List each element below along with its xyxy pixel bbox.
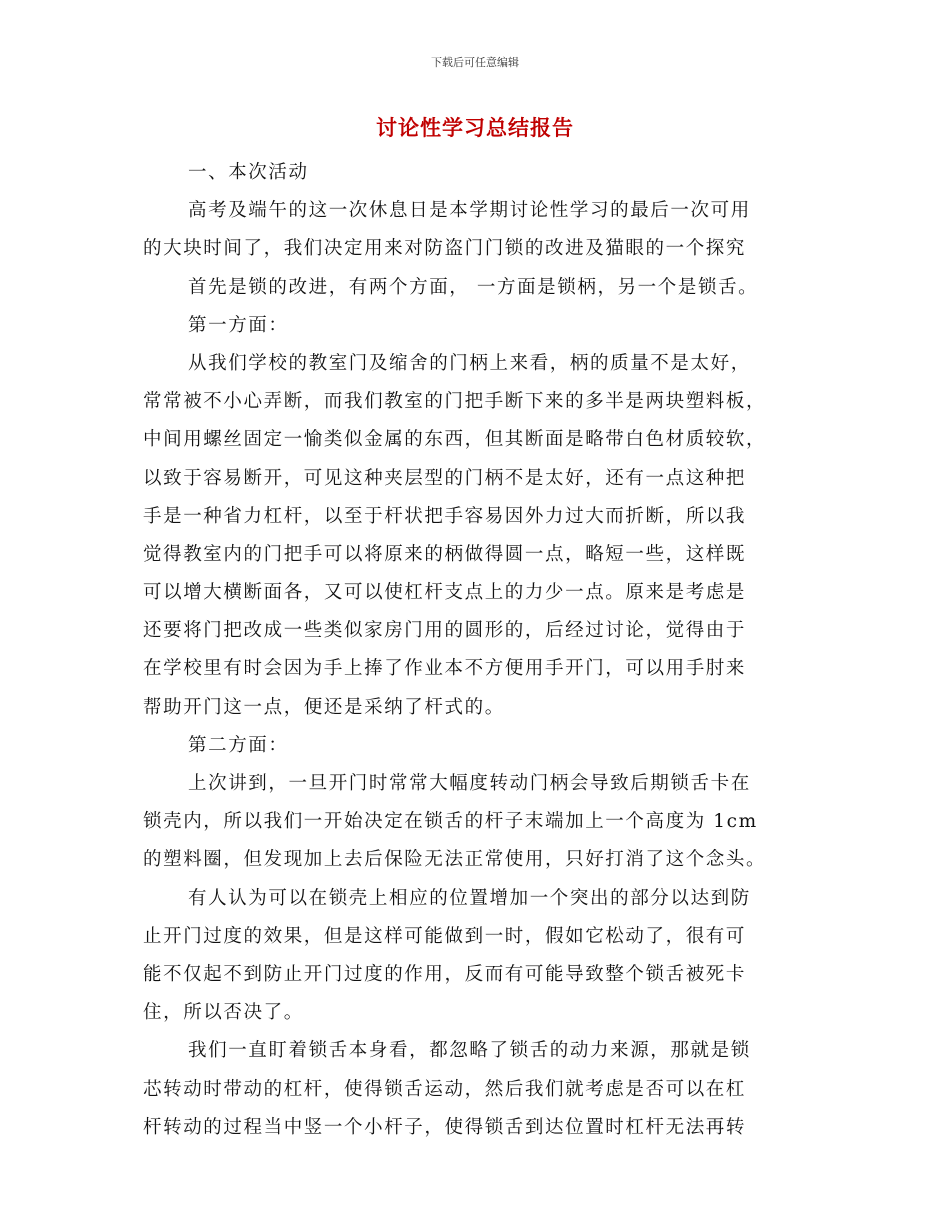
- document-title: 讨论性学习总结报告: [376, 115, 574, 140]
- text-line: 的塑料圈，但发现加上去后保险无法正常使用，只好打消了这个念头。: [143, 849, 767, 871]
- text-line: 锁壳内，所以我们一开始决定在锁舌的杆子末端加上一个高度为 1cm: [143, 811, 758, 833]
- text-line: 一、本次活动: [188, 162, 309, 183]
- text-line: 可以增大横断面各，又可以使杠杆支点上的力少一点。原来是考虑是: [143, 582, 747, 604]
- text-line: 高考及端午的这一次休息日是本学期讨论性学习的最后一次可用: [188, 200, 751, 222]
- text-line: 我们一直盯着锁舌本身看，都忽略了锁舌的动力来源，那就是锁: [188, 1040, 751, 1062]
- text-line: 的大块时间了，我们决定用来对防盗门门锁的改进及猫眼的一个探究: [143, 238, 747, 260]
- text-line: 常常被不小心弄断，而我们教室的门把手断下来的多半是两块塑料板，: [143, 391, 767, 413]
- text-line: 首先是锁的改进，有两个方面， 一方面是锁柄，另一个是锁舌。: [188, 276, 759, 298]
- text-line: 上次讲到，一旦开门时常常大幅度转动门柄会导致后期锁舌卡在: [188, 773, 751, 794]
- text-line: 以致于容易断开，可见这种夹层型的门柄不是太好，还有一点这种把: [143, 467, 747, 489]
- header-note: 下载后可任意编辑: [431, 56, 519, 69]
- text-line: 手是一种省力杠杆，以至于杆状把手容易因外力过大而折断，所以我: [143, 505, 747, 527]
- body-text: [143, 154, 808, 1147]
- text-line: 住，所以否决了。: [143, 1002, 304, 1024]
- text-line: 第二方面：: [188, 734, 289, 756]
- text-line: 杆转动的过程当中竖一个小杆子，使得锁舌到达位置时杠杆无法再转: [143, 1116, 747, 1138]
- text-line: 在学校里有时会因为手上捧了作业本不方便用手开门，可以用手肘来: [143, 658, 747, 680]
- text-line: 第一方面：: [188, 314, 289, 336]
- text-line: 止开门过度的效果，但是这样可能做到一时，假如它松动了，很有可: [143, 925, 747, 947]
- text-line: 能不仅起不到防止开门过度的作用，反而有可能导致整个锁舌被死卡: [143, 963, 747, 985]
- text-line: 帮助开门这一点，便还是采纳了杆式的。: [143, 696, 505, 718]
- text-line: 芯转动时带动的杠杆，使得锁舌运动，然后我们就考虑是否可以在杠: [143, 1078, 747, 1100]
- text-line: 中间用螺丝固定一愉类似金属的东西，但其断面是略带白色材质较软，: [143, 429, 767, 451]
- text-line: 还要将门把改成一些类似家房门用的圆形的，后经过讨论，觉得由于: [143, 620, 747, 642]
- text-line: 有人认为可以在锁壳上相应的位置增加一个突出的部分以达到防: [188, 887, 751, 909]
- text-line: 觉得教室内的门把手可以将原来的柄做得圆一点，略短一些，这样既: [143, 543, 747, 565]
- text-line: 从我们学校的教室门及缩舍的门柄上来看，柄的质量不是太好，: [188, 352, 751, 374]
